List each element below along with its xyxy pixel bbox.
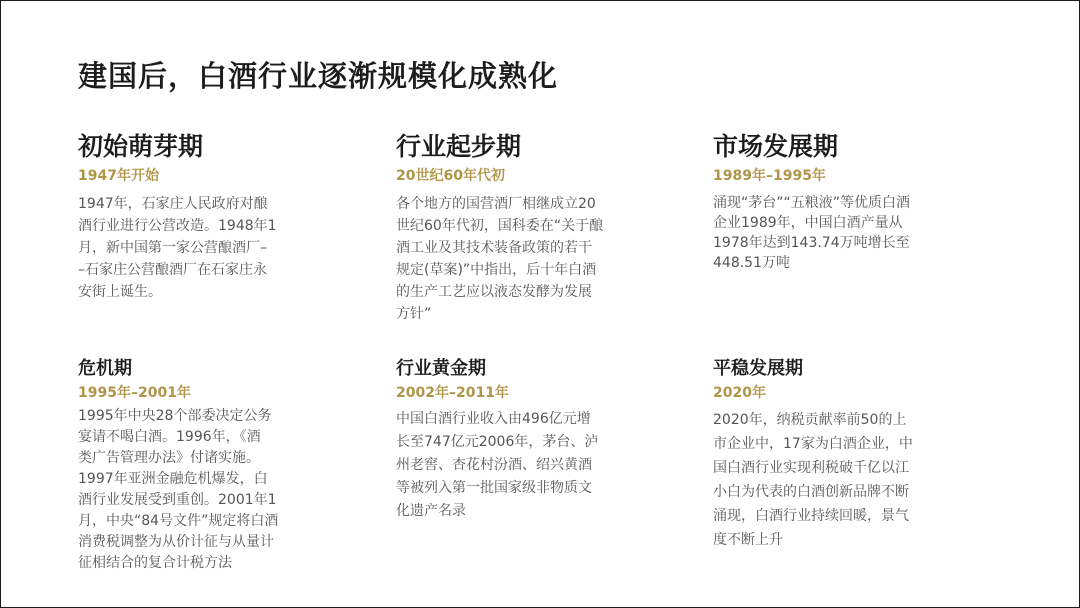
stage-description: 中国白酒行业收入由496亿元增 长至747亿元2006年，茅台、泸 州老窖、杏花村汾酒、绍兴黄酒 等被列入第一批国家级非物质文 化遗产名录 [396, 411, 599, 519]
stage-description: 1995年中央28个部委决定公务 宴请不喝白酒。1996年，《酒 类广告管理办法》付诸实施。 1997年亚洲金融危机爆发，白 酒行业发展受到重创。2001年1 月，中央“84号文件”规定将白酒 消费税调整为从价计征与从量计 征相结合的复合计税方法 [78, 408, 279, 571]
stage-description: 2020年，纳税贡献率前50的上 市企业中，17家为白酒企业，中 国白酒行业实现利税破千亿以江 小白为代表的白酒创新品牌不断 涌现，白酒行业持续回暖，景气 度不断上升 [713, 412, 913, 548]
stage-crisis [78, 358, 323, 574]
stage-description: 1947年，石家庄人民政府对酿 酒行业进行公营改造。1948年1 月，新中国第一家公营酿酒厂– –石家庄公营酿酒厂在石家庄永 安街上诞生。 [78, 196, 277, 300]
stage-industry-start [396, 132, 641, 325]
stage-date: 20世纪60年代初 [396, 168, 505, 184]
stage-date: 2020年 [713, 385, 766, 401]
stage-market-development [713, 132, 958, 273]
stage-date: 2002年–2011年 [396, 385, 509, 401]
stage-name: 市场发展期 [713, 132, 839, 161]
stage-stable-development [713, 358, 958, 552]
stage-golden-age [396, 358, 641, 523]
stage-name: 平稳发展期 [713, 358, 803, 379]
stage-initial-budding [78, 132, 323, 303]
stage-name: 初始萌芽期 [78, 132, 204, 161]
stage-name: 危机期 [78, 358, 132, 379]
stage-date: 1989年–1995年 [713, 168, 826, 184]
page-title: 建国后，白酒行业逐渐规模化成熟化 [78, 59, 559, 93]
stage-name: 行业黄金期 [396, 358, 486, 379]
stage-date: 1947年开始 [78, 168, 159, 184]
stage-name: 行业起步期 [396, 132, 522, 161]
stage-description: 各个地方的国营酒厂相继成立20 世纪60年代初，国科委在“关于酿 酒工业及其技术装备政策的若干 规定(草案)”中指出，后十年白酒 的生产工艺应以液态发酵为发展 方针” [396, 196, 604, 322]
stage-date: 1995年–2001年 [78, 385, 191, 401]
stage-description: 涌现“茅台”“五粮液”等优质白酒 企业1989年，中国白酒产量从 1978年达到143.74万吨增长至 448.51万吨 [713, 195, 911, 271]
